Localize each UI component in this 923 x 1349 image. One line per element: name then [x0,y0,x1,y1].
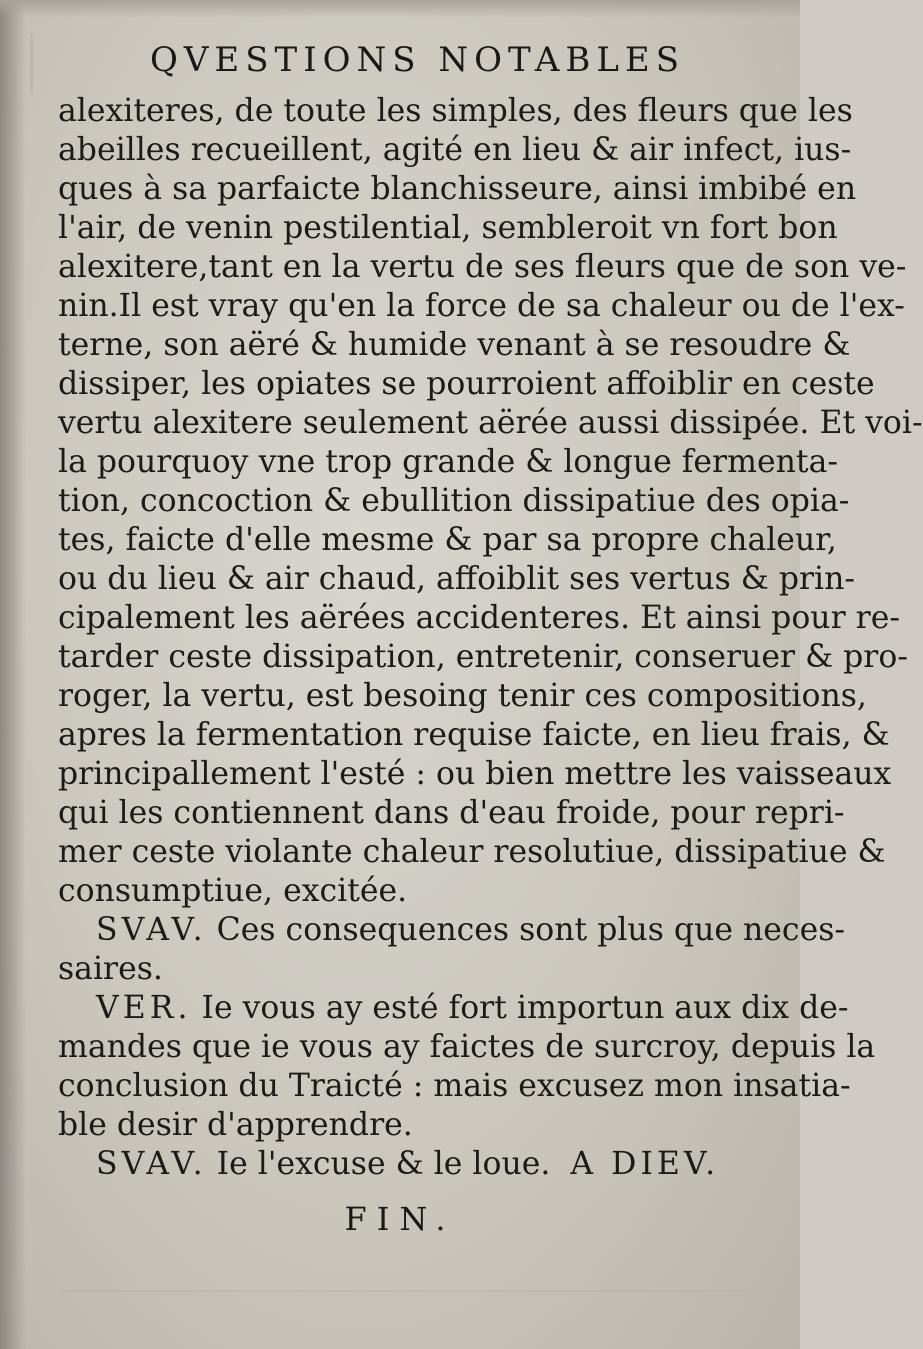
text-line: tion, concoction & ebullition dissipatiue des opia- [58,483,850,519]
text-line: ques à sa parfaicte blanchisseure, ainsi imbibé en [58,171,857,207]
text-line: cipalement les aërées accidenteres. Et ainsi pour re- [58,600,900,636]
text-line: roger, la vertu, est besoing tenir ces compositions, [58,678,867,714]
closing-line [58,1145,758,1184]
text-line: consumptiue, excitée. [58,873,408,909]
text-line: la pourquoy vne trop grande & longue fermenta- [58,444,838,480]
speaker-name: VER. [96,990,192,1026]
text-line: nin.Il est vray qu'en la force de sa chaleur ou de l'ex- [58,288,905,324]
speech-line [58,989,849,1028]
text-line: alexitere,tant en la vertu de ses fleurs que de son ve- [58,249,907,285]
text-line: mer ceste violante chaleur resolutiue, dissipatiue & [58,834,886,870]
text-line: vertu alexitere seulement aërée aussi dissipée. Et voi- [58,405,923,441]
text-line: ou du lieu & air chaud, affoiblit ses vertus & prin- [58,561,856,597]
speech-text: Ces consequences sont plus que neces- [216,912,846,948]
text-line: ble desir d'apprendre. [58,1107,413,1143]
fin-mark: FIN. [344,1200,456,1238]
speaker-name: SVAV. [96,912,207,948]
text-line: qui les contiennent dans d'eau froide, pour repri- [58,795,845,831]
text-line: saires. [58,951,163,987]
text-line: dissiper, les opiates se pourroient affoiblir en ceste [58,366,875,402]
speech-text: Ie l'excuse & le loue. [216,1146,551,1182]
text-line: conclusion du Traicté : mais excusez mon insatia- [58,1068,851,1104]
speaker-name: SVAV. [96,1146,207,1182]
speech-text: Ie vous ay esté fort importun aux dix de- [201,990,849,1026]
bleed-through-mark [60,1290,750,1292]
running-header: QVESTIONS NOTABLES [150,40,686,80]
text-line: mandes que ie vous ay faictes de surcroy, depuis la [58,1029,876,1065]
text-line: tes, faicte d'elle mesme & par sa propre chaleur, [58,522,837,558]
text-line: l'air, de venin pestilential, sembleroit vn fort bon [58,210,838,246]
text-line: tarder ceste dissipation, entretenir, conseruer & pro- [58,639,908,675]
body-text [58,92,923,1184]
text-line: principallement l'esté : ou bien mettre les vaisseaux [58,756,892,792]
text-line: apres la fermentation requise faicte, en lieu frais, & [58,717,890,753]
text-line: terne, son aëré & humide venant à se resoudre & [58,327,851,363]
text-line: alexiteres, de toute les simples, des fleurs que les [58,93,853,129]
text-line: abeilles recueillent, agité en lieu & air infect, ius- [58,132,852,168]
speech-line [58,911,846,950]
bleed-through-mark [30,34,63,94]
adieu-text: A DIEV. [570,1146,720,1182]
